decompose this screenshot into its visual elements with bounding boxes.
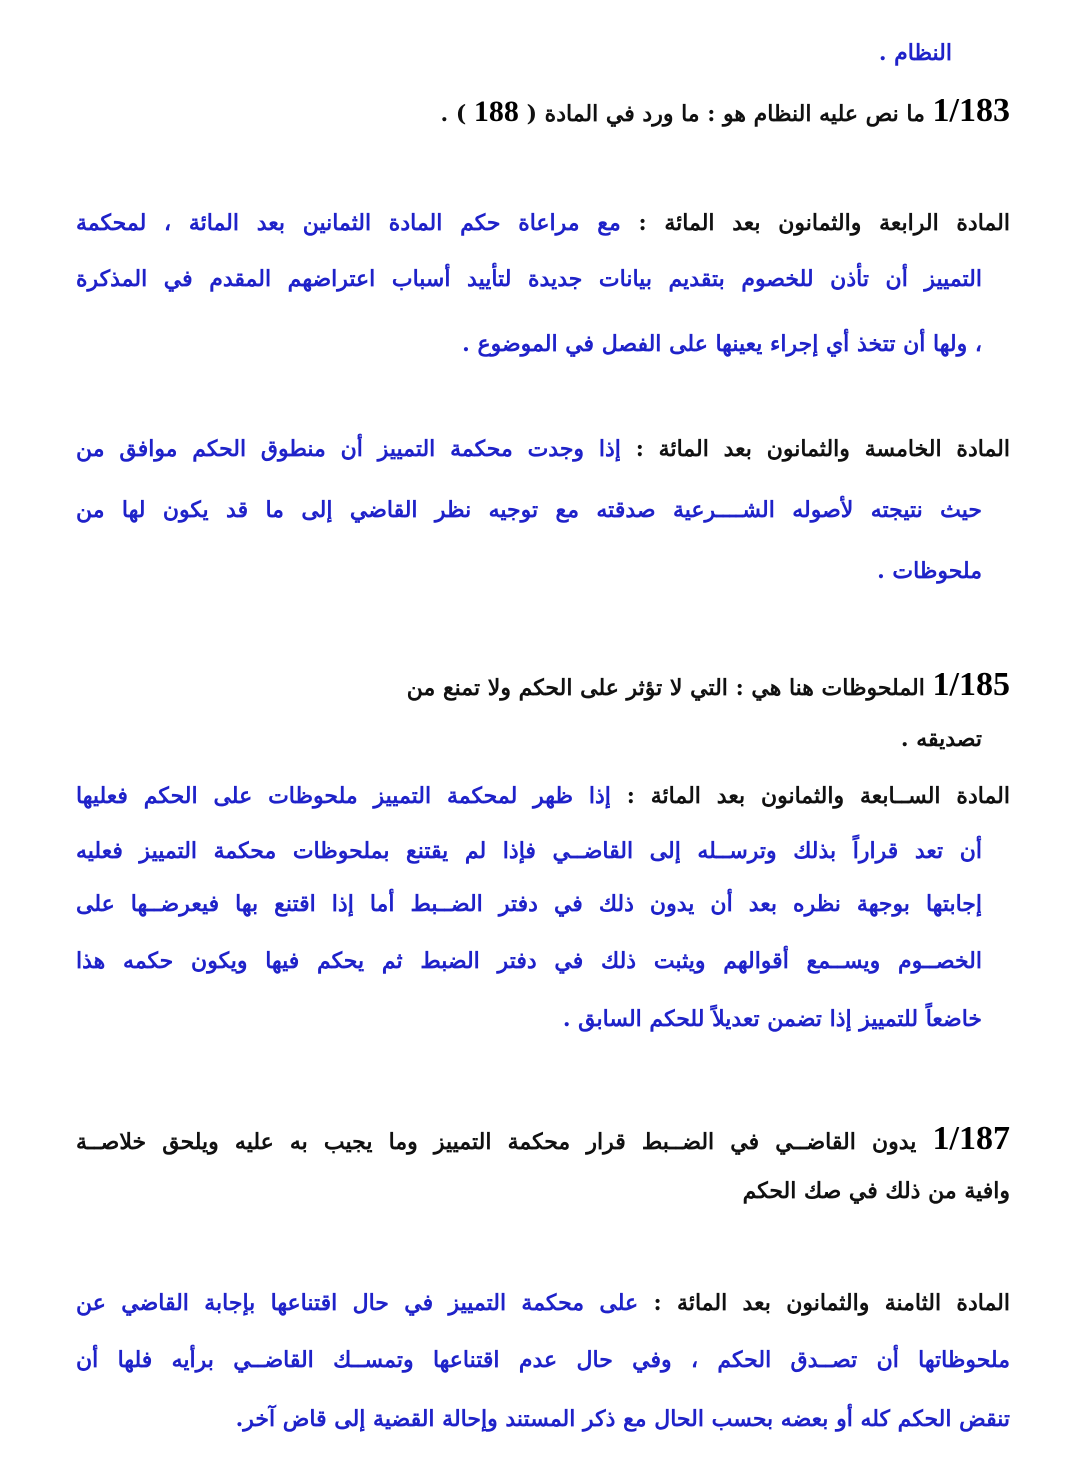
note-187-text-1: يدون القاضــي في الضــبط قرار محكمة التمييز وما يجيب به عليه ويلحق خلاصــة xyxy=(76,1129,917,1155)
note-187-line-1 xyxy=(76,1122,1010,1156)
article-187-line-3: إجابتها بوجهة نظره بعد أن يدون ذلك في دفتر الضــبط أما إذا اقتنع بها فيعرضــها على xyxy=(76,891,982,917)
article-188-line-2: ملحوظاتها أن تصــدق الحكم ، وفي حال عدم اقتناعها وتمســك القاضــي برأيه فلها أن xyxy=(76,1347,1010,1373)
article-184-line-3: ، ولها أن تتخذ أي إجراء يعينها على الفصل في الموضوع . xyxy=(462,331,982,357)
note-183-text: ما نص عليه النظام هو : ما ورد في المادة ( xyxy=(526,101,925,127)
article-187-line-1 xyxy=(76,785,1010,807)
article-187-line-4: الخصــوم ويســمع أقوالهم ويثبت ذلك في دفتر الضبط ثم يحكم فيها ويكون حكمه هذا xyxy=(76,948,982,974)
note-185-text-1: الملحوظات هنا هي : التي لا تؤثر على الحكم ولا تمنع من xyxy=(406,675,925,701)
article-188-label: المادة الثامنة والثمانون بعد المائة : xyxy=(653,1290,1010,1316)
note-185-line-2: تصديقه . xyxy=(900,726,982,752)
article-187-line-5: خاضعاً للتمييز إذا تضمن تعديلاً للحكم السابق . xyxy=(562,1006,982,1032)
note-183-ref: 188 xyxy=(473,95,519,128)
note-183-number: 1/183 xyxy=(932,92,1010,129)
article-188-text-1: على محكمة التمييز في حال اقتناعها بإجابة القاضي عن xyxy=(76,1290,639,1316)
article-188-line-1 xyxy=(76,1292,1010,1314)
article-185-line-3: ملحوظات . xyxy=(877,558,982,584)
article-187-text-1: إذا ظهر لمحكمة التمييز ملحوظات على الحكم فعليها xyxy=(76,783,611,809)
article-184-line-2: التمييز أن تأذن للخصوم بتقديم بيانات جديدة لتأييد أسباب اعتراضهم المقدم في المذكرة xyxy=(76,266,982,292)
note-185-line-1 xyxy=(407,668,1010,702)
article-184-label: المادة الرابعة والثمانون بعد المائة : xyxy=(638,210,1010,236)
article-184-text-1: مع مراعاة حكم المادة الثمانين بعد المائة ، لمحكمة xyxy=(76,210,621,236)
article-184-line-1 xyxy=(76,212,1010,234)
top-fragment: النظام . xyxy=(878,40,952,66)
note-185-number: 1/185 xyxy=(932,666,1010,703)
article-185-line-1 xyxy=(76,438,1010,460)
article-185-line-2: حيث نتيجته لأصوله الشــــرعية صدقته مع توجيه نظر القاضي إلى ما قد يكون لها من xyxy=(76,497,982,523)
article-187-label: المادة الســابعة والثمانون بعد المائة : xyxy=(626,783,1010,809)
article-188-line-3: تنقض الحكم كله أو بعضه بحسب الحال مع ذكر المستند وإحالة القضية إلى قاض آخر. xyxy=(235,1406,1010,1432)
article-185-text-1: إذا وجدت محكمة التمييز أن منطوق الحكم موافق من xyxy=(76,436,621,462)
note-183 xyxy=(441,94,1010,128)
note-187-number: 1/187 xyxy=(932,1120,1010,1157)
note-187-line-2: وافية من ذلك في صك الحكم xyxy=(742,1178,1010,1204)
article-187-line-2: أن تعد قراراً بذلك وترســله إلى القاضــي فإذا لم يقتنع بملحوظات محكمة التمييز فعليه xyxy=(76,838,982,864)
note-183-text-after: ) . xyxy=(440,101,467,127)
article-185-label: المادة الخامسة والثمانون بعد المائة : xyxy=(635,436,1010,462)
